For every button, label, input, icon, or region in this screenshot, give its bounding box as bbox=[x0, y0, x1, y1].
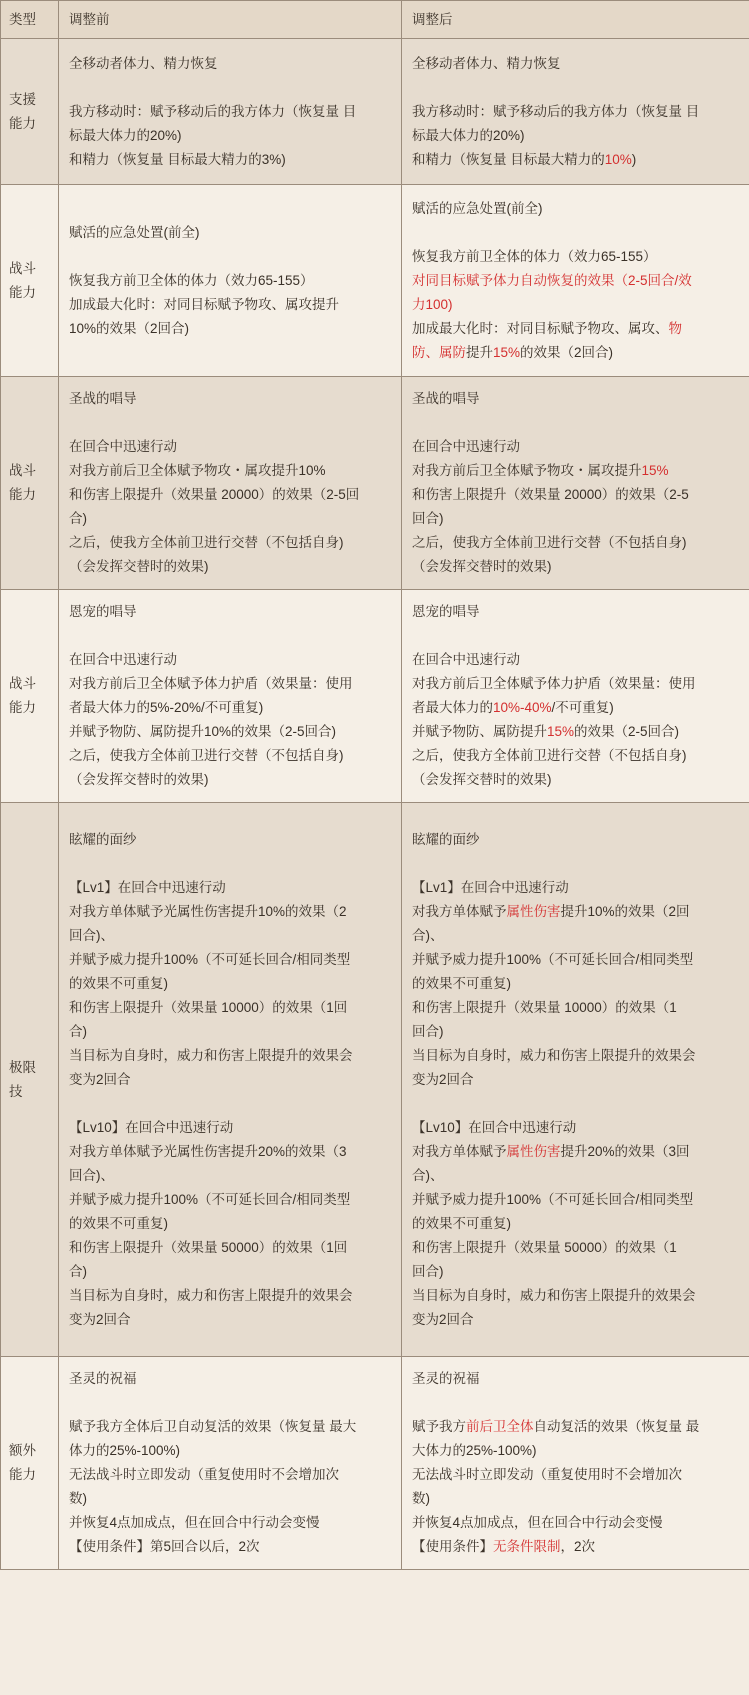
text-segment: 合)、 bbox=[412, 927, 444, 943]
text-segment: 我方移动时：赋予移动后的我方体力（恢复量 目 bbox=[412, 103, 700, 119]
text-segment: 当目标为自身时，威力和伤害上限提升的效果会 bbox=[412, 1047, 696, 1063]
text-segment: 合) bbox=[69, 1263, 87, 1279]
text-line bbox=[69, 1511, 391, 1535]
type-label: 技 bbox=[9, 1083, 23, 1099]
blank-line bbox=[412, 852, 739, 876]
text-segment: 之后，使我方全体前卫进行交替（不包括自身) bbox=[69, 535, 344, 550]
text-line bbox=[412, 600, 739, 624]
type-label: 能力 bbox=[9, 1467, 36, 1482]
text-line bbox=[69, 100, 391, 124]
text-segment: 【Lv1】在回合中迅速行动 bbox=[412, 879, 569, 895]
text-line bbox=[69, 1284, 391, 1308]
text-segment: 10%的效果（2回合) bbox=[69, 320, 190, 336]
text-segment: 和伤害上限提升（效果量 50000）的效果（1回 bbox=[69, 1239, 348, 1255]
text-line bbox=[412, 1284, 739, 1308]
text-line bbox=[69, 507, 391, 531]
text-segment: 的效果不可重复) bbox=[69, 975, 168, 991]
type-cell bbox=[1, 803, 59, 1357]
text-line bbox=[412, 696, 739, 720]
text-line bbox=[412, 1439, 739, 1463]
text-line bbox=[412, 341, 739, 365]
text-segment: 和伤害上限提升（效果量 20000）的效果（2-5回 bbox=[69, 487, 360, 502]
text-line bbox=[69, 1463, 391, 1487]
text-segment: 和伤害上限提升（效果量 50000）的效果（1 bbox=[412, 1239, 677, 1255]
text-segment: 在回合中迅速行动 bbox=[412, 439, 520, 454]
header-type: 类型 bbox=[1, 1, 59, 39]
text-segment: 【使用条件】 bbox=[412, 1539, 493, 1554]
text-line bbox=[69, 1020, 391, 1044]
text-segment: 无法战斗时立即发动（重复使用时不会增加次 bbox=[412, 1467, 682, 1482]
text-segment: 圣战的唱导 bbox=[412, 391, 480, 406]
text-line bbox=[412, 507, 739, 531]
table-row bbox=[1, 185, 749, 377]
text-segment: 并恢复4点加成点，但在回合中行动会变慢 bbox=[412, 1515, 663, 1530]
text-segment: 数) bbox=[69, 1491, 87, 1506]
text-segment: 回合) bbox=[412, 1023, 444, 1039]
text-line bbox=[412, 1260, 739, 1284]
text-line bbox=[69, 269, 391, 293]
text-line bbox=[69, 1439, 391, 1463]
text-segment: 者最大体力的 bbox=[412, 700, 493, 715]
after-cell bbox=[402, 590, 749, 803]
text-segment: 变为2回合 bbox=[412, 1071, 474, 1087]
text-line bbox=[412, 293, 739, 317]
text-line bbox=[412, 459, 739, 483]
text-line bbox=[412, 900, 739, 924]
text-line bbox=[412, 52, 739, 76]
text-line bbox=[69, 221, 391, 245]
changed-text: 力100) bbox=[412, 296, 453, 312]
changed-text: 物 bbox=[668, 320, 682, 336]
text-line bbox=[69, 459, 391, 483]
text-line bbox=[412, 1116, 739, 1140]
text-segment: 无法战斗时立即发动（重复使用时不会增加次 bbox=[69, 1467, 339, 1482]
text-line bbox=[69, 317, 391, 341]
type-label: 能力 bbox=[9, 487, 36, 502]
text-segment: 并恢复4点加成点，但在回合中行动会变慢 bbox=[69, 1515, 320, 1530]
text-segment: 数) bbox=[412, 1491, 430, 1506]
text-segment: ，2次 bbox=[560, 1539, 596, 1554]
text-segment: 之后，使我方全体前卫进行交替（不包括自身) bbox=[69, 748, 344, 763]
text-line bbox=[412, 1188, 739, 1212]
text-line bbox=[69, 52, 391, 76]
before-cell bbox=[59, 803, 402, 1357]
text-segment: 自动复活的效果（恢复量 最 bbox=[533, 1419, 700, 1434]
text-line bbox=[412, 435, 739, 459]
text-line bbox=[69, 720, 391, 744]
text-segment: 加成最大化时：对同目标赋予物攻、属攻、 bbox=[412, 320, 669, 336]
text-segment: 眩耀的面纱 bbox=[69, 831, 137, 847]
blank-line bbox=[69, 852, 391, 876]
text-segment: 提升10%的效果（2回 bbox=[560, 903, 690, 919]
text-segment: 并赋予物防、属防提升 bbox=[412, 724, 547, 739]
text-segment: （会发挥交替时的效果) bbox=[69, 772, 209, 787]
text-line bbox=[69, 1068, 391, 1092]
text-line bbox=[412, 672, 739, 696]
text-line bbox=[412, 1236, 739, 1260]
text-segment: 变为2回合 bbox=[69, 1071, 131, 1087]
text-line bbox=[412, 828, 739, 852]
type-label: 战斗 bbox=[9, 463, 36, 478]
blank-line bbox=[412, 221, 739, 245]
text-line bbox=[412, 1020, 739, 1044]
text-segment: 【Lv10】在回合中迅速行动 bbox=[69, 1119, 234, 1135]
text-line bbox=[412, 1367, 739, 1391]
text-segment: 并赋予威力提升100%（不可延长回合/相同类型 bbox=[412, 951, 694, 967]
type-label: 极限 bbox=[9, 1059, 36, 1075]
table-row bbox=[1, 590, 749, 803]
before-cell bbox=[59, 590, 402, 803]
text-line bbox=[69, 696, 391, 720]
text-line bbox=[69, 828, 391, 852]
text-line bbox=[69, 1188, 391, 1212]
text-line bbox=[69, 600, 391, 624]
text-segment: 恢复我方前卫全体的体力（效力65-155） bbox=[69, 272, 314, 288]
blank-line bbox=[69, 245, 391, 269]
text-line bbox=[412, 245, 739, 269]
after-cell bbox=[402, 1357, 749, 1570]
text-segment: 回合) bbox=[412, 1263, 444, 1279]
text-segment: （会发挥交替时的效果) bbox=[412, 772, 552, 787]
text-line bbox=[412, 720, 739, 744]
changed-text: 属性伤害 bbox=[506, 1143, 561, 1159]
text-line bbox=[412, 555, 739, 579]
text-line bbox=[69, 1308, 391, 1332]
changed-text: 15% bbox=[641, 463, 669, 478]
text-line bbox=[69, 768, 391, 792]
blank-line bbox=[412, 76, 739, 100]
header-row bbox=[1, 1, 749, 39]
text-line bbox=[412, 1487, 739, 1511]
type-cell bbox=[1, 377, 59, 590]
changed-text: 前后卫全体 bbox=[466, 1419, 534, 1434]
text-segment: 【Lv1】在回合中迅速行动 bbox=[69, 879, 226, 895]
text-line bbox=[69, 1260, 391, 1284]
text-segment: 眩耀的面纱 bbox=[412, 831, 480, 847]
text-segment: 赋予我方 bbox=[412, 1419, 466, 1434]
changed-text: 10%-40% bbox=[493, 700, 552, 715]
text-segment: 回合)、 bbox=[69, 1167, 114, 1183]
text-segment: 的效果不可重复) bbox=[69, 1215, 168, 1231]
table-row bbox=[1, 1357, 749, 1570]
text-line bbox=[69, 924, 391, 948]
text-segment: 的效果不可重复) bbox=[412, 1215, 511, 1231]
text-segment: 的效果（2-5回合) bbox=[574, 724, 680, 739]
text-line bbox=[69, 648, 391, 672]
type-label: 能力 bbox=[9, 284, 36, 300]
before-cell bbox=[59, 185, 402, 377]
text-line bbox=[412, 1140, 739, 1164]
text-line bbox=[412, 317, 739, 341]
table-row bbox=[1, 377, 749, 590]
before-cell bbox=[59, 39, 402, 185]
text-segment: （会发挥交替时的效果) bbox=[69, 559, 209, 574]
text-segment: （会发挥交替时的效果) bbox=[412, 559, 552, 574]
text-segment: 当目标为自身时，威力和伤害上限提升的效果会 bbox=[69, 1047, 353, 1063]
text-segment: 并赋予威力提升100%（不可延长回合/相同类型 bbox=[412, 1191, 694, 1207]
text-segment: 对我方前后卫全体赋予物攻・属攻提升10% bbox=[69, 463, 326, 478]
text-segment: 之后，使我方全体前卫进行交替（不包括自身) bbox=[412, 535, 687, 550]
after-cell bbox=[402, 39, 749, 185]
text-segment: 的效果不可重复) bbox=[412, 975, 511, 991]
text-line bbox=[412, 744, 739, 768]
text-line bbox=[69, 1164, 391, 1188]
text-line bbox=[412, 1535, 739, 1559]
blank-line bbox=[69, 411, 391, 435]
text-line bbox=[69, 900, 391, 924]
blank-line bbox=[412, 1092, 739, 1116]
text-segment: 对我方单体赋予 bbox=[412, 1143, 507, 1159]
text-segment: 赋予我方全体后卫自动复活的效果（恢复量 最大 bbox=[69, 1419, 357, 1434]
text-line bbox=[69, 972, 391, 996]
changed-text: 15% bbox=[547, 724, 575, 739]
text-segment: 对我方前后卫全体赋予物攻・属攻提升 bbox=[412, 463, 642, 478]
text-line bbox=[69, 1415, 391, 1439]
text-line bbox=[412, 197, 739, 221]
text-line bbox=[69, 555, 391, 579]
text-line bbox=[69, 1236, 391, 1260]
text-segment: 当目标为自身时，威力和伤害上限提升的效果会 bbox=[69, 1287, 353, 1303]
text-line bbox=[412, 148, 739, 172]
text-segment: 者最大体力的5%-20%/不可重复) bbox=[69, 700, 264, 715]
text-segment: 对我方前后卫全体赋予体力护盾（效果量：使用 bbox=[69, 676, 353, 691]
text-line bbox=[69, 531, 391, 555]
text-segment: 恩宠的唱导 bbox=[412, 604, 480, 619]
text-segment: 提升20%的效果（3回 bbox=[560, 1143, 690, 1159]
text-segment: 标最大体力的20%) bbox=[69, 127, 182, 143]
text-segment: 和精力（恢复量 目标最大精力的 bbox=[412, 151, 605, 167]
type-label: 支援 bbox=[9, 91, 36, 107]
changed-text: 无条件限制 bbox=[493, 1539, 561, 1554]
blank-line bbox=[412, 411, 739, 435]
text-segment: 恢复我方前卫全体的体力（效力65-155） bbox=[412, 248, 657, 264]
text-segment: 恩宠的唱导 bbox=[69, 604, 137, 619]
text-line bbox=[412, 1511, 739, 1535]
text-line bbox=[69, 672, 391, 696]
header-after: 调整后 bbox=[402, 1, 749, 39]
changed-text: 对同目标赋予体力自动恢复的效果（2-5回合/效 bbox=[412, 272, 692, 288]
after-cell bbox=[402, 185, 749, 377]
text-segment: 圣战的唱导 bbox=[69, 391, 137, 406]
text-line bbox=[69, 996, 391, 1020]
before-cell bbox=[59, 1357, 402, 1570]
text-line bbox=[412, 996, 739, 1020]
type-label: 能力 bbox=[9, 115, 36, 131]
text-segment: 并赋予威力提升100%（不可延长回合/相同类型 bbox=[69, 1191, 351, 1207]
text-segment: /不可重复) bbox=[551, 700, 614, 715]
text-segment: 提升 bbox=[466, 344, 493, 360]
text-segment: 变为2回合 bbox=[69, 1311, 131, 1327]
text-line bbox=[69, 293, 391, 317]
text-line bbox=[412, 972, 739, 996]
text-segment: 回合) bbox=[412, 511, 444, 526]
text-line bbox=[412, 124, 739, 148]
after-cell bbox=[402, 803, 749, 1357]
text-line bbox=[412, 648, 739, 672]
type-cell bbox=[1, 590, 59, 803]
text-line bbox=[412, 1044, 739, 1068]
text-segment: 对我方单体赋予光属性伤害提升20%的效果（3 bbox=[69, 1143, 347, 1159]
text-line bbox=[69, 948, 391, 972]
text-line bbox=[412, 269, 739, 293]
type-cell bbox=[1, 185, 59, 377]
text-segment: 圣灵的祝福 bbox=[412, 1371, 480, 1386]
type-label: 额外 bbox=[9, 1443, 36, 1458]
text-line bbox=[69, 1487, 391, 1511]
text-line bbox=[69, 387, 391, 411]
text-line bbox=[412, 531, 739, 555]
text-line bbox=[412, 100, 739, 124]
text-line bbox=[69, 1116, 391, 1140]
text-line bbox=[69, 1212, 391, 1236]
text-line bbox=[69, 124, 391, 148]
text-segment: ) bbox=[631, 151, 637, 167]
text-line bbox=[412, 1463, 739, 1487]
header-before: 调整前 bbox=[59, 1, 402, 39]
blank-line bbox=[412, 624, 739, 648]
text-line bbox=[69, 1535, 391, 1559]
text-line bbox=[412, 483, 739, 507]
text-segment: 大体力的25%-100%) bbox=[412, 1443, 537, 1458]
text-segment: 并赋予威力提升100%（不可延长回合/相同类型 bbox=[69, 951, 351, 967]
text-segment: 之后，使我方全体前卫进行交替（不包括自身) bbox=[412, 748, 687, 763]
text-segment: 合) bbox=[69, 511, 87, 526]
text-line bbox=[412, 768, 739, 792]
text-segment: 【Lv10】在回合中迅速行动 bbox=[412, 1119, 577, 1135]
text-segment: 合)、 bbox=[412, 1167, 444, 1183]
text-segment: 赋活的应急处置(前全) bbox=[69, 224, 200, 240]
text-segment: 变为2回合 bbox=[412, 1311, 474, 1327]
text-line bbox=[69, 435, 391, 459]
text-segment: 我方移动时：赋予移动后的我方体力（恢复量 目 bbox=[69, 103, 357, 119]
text-line bbox=[412, 1164, 739, 1188]
text-segment: 【使用条件】第5回合以后，2次 bbox=[69, 1539, 260, 1554]
text-line bbox=[69, 1367, 391, 1391]
text-line bbox=[69, 483, 391, 507]
text-segment: 体力的25%-100%) bbox=[69, 1443, 181, 1458]
text-line bbox=[69, 148, 391, 172]
text-segment: 当目标为自身时，威力和伤害上限提升的效果会 bbox=[412, 1287, 696, 1303]
text-segment: 标最大体力的20%) bbox=[412, 127, 525, 143]
text-segment: 对我方前后卫全体赋予体力护盾（效果量：使用 bbox=[412, 676, 696, 691]
text-line bbox=[412, 924, 739, 948]
blank-line bbox=[412, 1391, 739, 1415]
table-row bbox=[1, 39, 749, 185]
text-segment: 合) bbox=[69, 1023, 87, 1039]
text-segment: 圣灵的祝福 bbox=[69, 1371, 137, 1386]
text-segment: 和精力（恢复量 目标最大精力的3%) bbox=[69, 151, 286, 167]
type-label: 战斗 bbox=[9, 676, 36, 691]
text-line bbox=[412, 1212, 739, 1236]
blank-line bbox=[69, 624, 391, 648]
text-segment: 在回合中迅速行动 bbox=[412, 652, 520, 667]
changed-text: 属性伤害 bbox=[506, 903, 561, 919]
blank-line bbox=[69, 76, 391, 100]
table-row bbox=[1, 803, 749, 1357]
text-segment: 全移动者体力、精力恢复 bbox=[69, 55, 218, 71]
text-line bbox=[69, 1044, 391, 1068]
blank-line bbox=[69, 1092, 391, 1116]
after-cell bbox=[402, 377, 749, 590]
before-cell bbox=[59, 377, 402, 590]
text-line bbox=[412, 876, 739, 900]
blank-line bbox=[69, 1391, 391, 1415]
text-segment: 对我方单体赋予 bbox=[412, 903, 507, 919]
text-segment: 的效果（2回合) bbox=[520, 344, 614, 360]
text-segment: 赋活的应急处置(前全) bbox=[412, 200, 543, 216]
type-cell bbox=[1, 1357, 59, 1570]
type-label: 能力 bbox=[9, 700, 36, 715]
text-segment: 加成最大化时：对同目标赋予物攻、属攻提升 bbox=[69, 296, 339, 312]
text-segment: 对我方单体赋予光属性伤害提升10%的效果（2 bbox=[69, 903, 347, 919]
text-segment: 回合)、 bbox=[69, 927, 114, 943]
type-cell bbox=[1, 39, 59, 185]
text-segment: 在回合中迅速行动 bbox=[69, 652, 177, 667]
text-segment: 和伤害上限提升（效果量 20000）的效果（2-5 bbox=[412, 487, 689, 502]
text-line bbox=[412, 1415, 739, 1439]
type-label: 战斗 bbox=[9, 260, 36, 276]
text-segment: 在回合中迅速行动 bbox=[69, 439, 177, 454]
text-segment: 并赋予物防、属防提升10%的效果（2-5回合) bbox=[69, 724, 337, 739]
changed-text: 15% bbox=[493, 344, 521, 360]
text-segment: 和伤害上限提升（效果量 10000）的效果（1回 bbox=[69, 999, 348, 1015]
changed-text: 防、属防 bbox=[412, 344, 466, 360]
text-line bbox=[412, 387, 739, 411]
text-line bbox=[412, 948, 739, 972]
text-line bbox=[69, 1140, 391, 1164]
text-line bbox=[69, 744, 391, 768]
text-line bbox=[412, 1068, 739, 1092]
text-line bbox=[69, 876, 391, 900]
text-line bbox=[412, 1308, 739, 1332]
changed-text: 10% bbox=[604, 151, 632, 167]
text-segment: 全移动者体力、精力恢复 bbox=[412, 55, 561, 71]
text-segment: 和伤害上限提升（效果量 10000）的效果（1 bbox=[412, 999, 677, 1015]
